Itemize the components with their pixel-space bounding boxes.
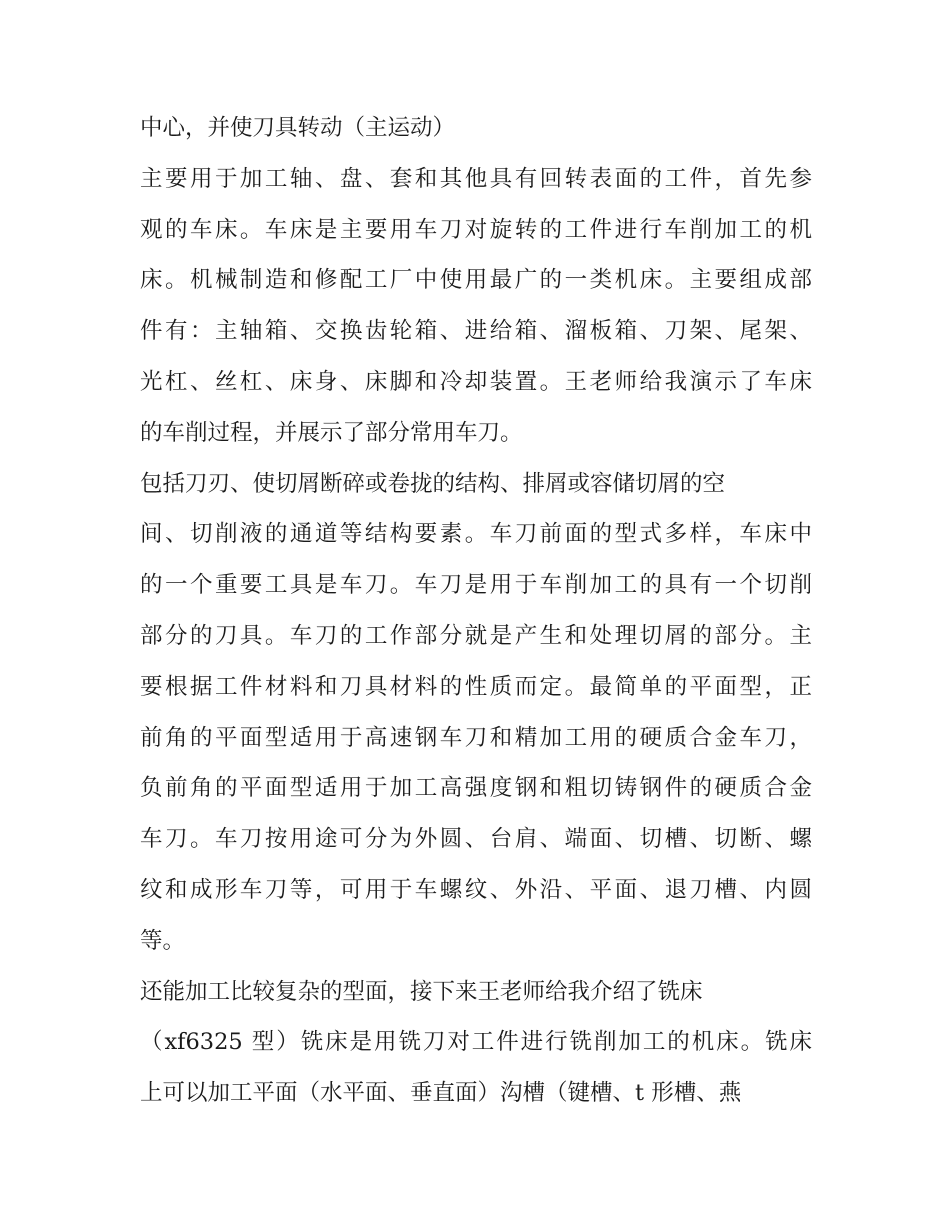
- text-line: 的车削过程，并展示了部分常用车刀。: [140, 419, 523, 446]
- text-line: 部分的刀具。车刀的工作部分就是产生和处理切屑的部分。主: [140, 622, 812, 649]
- text-line: 负前角的平面型适用于加工高强度钢和粗切铸钢件的硬质合金: [140, 775, 812, 802]
- text-line: 纹和成形车刀等，可用于车螺纹、外沿、平面、退刀槽、内圆: [140, 876, 812, 903]
- text-line: 主要用于加工轴、盘、套和其他具有回转表面的工件，首先参: [140, 165, 812, 192]
- text-line: 包括刀刃、使切屑断碎或卷拢的结构、排屑或容储切屑的空: [140, 470, 726, 497]
- text-line: 中心，并使刀具转动（主运动）: [140, 115, 456, 141]
- text-line: 上可以加工平面（水平面、垂直面）沟槽（键槽、t 形槽、燕: [140, 1080, 742, 1107]
- text-line: （xf6325 型）铣床是用铣刀对工件进行铣削加工的机床。铣床: [140, 1029, 812, 1056]
- text-line: 的一个重要工具是车刀。车刀是用于车削加工的具有一个切削: [140, 572, 812, 599]
- text-line: 还能加工比较复杂的型面，接下来王老师给我介绍了铣床: [140, 978, 703, 1005]
- text-line: 件有：主轴箱、交换齿轮箱、进给箱、溜板箱、刀架、尾架、: [140, 318, 812, 345]
- text-line: 要根据工件材料和刀具材料的性质而定。最简单的平面型，正: [140, 673, 812, 700]
- text-line: 等。: [140, 927, 186, 954]
- text-line: 前角的平面型适用于高速钢车刀和精加工用的硬质合金车刀，: [140, 724, 812, 751]
- body-text: [140, 103, 812, 1119]
- text-line: 床。机械制造和修配工厂中使用最广的一类机床。主要组成部: [140, 267, 812, 294]
- text-line: 间、切削液的通道等结构要素。车刀前面的型式多样，车床中: [140, 521, 812, 548]
- text-line: 光杠、丝杠、床身、床脚和冷却装置。王老师给我演示了车床: [140, 368, 812, 395]
- text-line: 车刀。车刀按用途可分为外圆、台肩、端面、切槽、切断、螺: [140, 826, 812, 853]
- text-line: 观的车床。车床是主要用车刀对旋转的工件进行车削加工的机: [140, 216, 812, 243]
